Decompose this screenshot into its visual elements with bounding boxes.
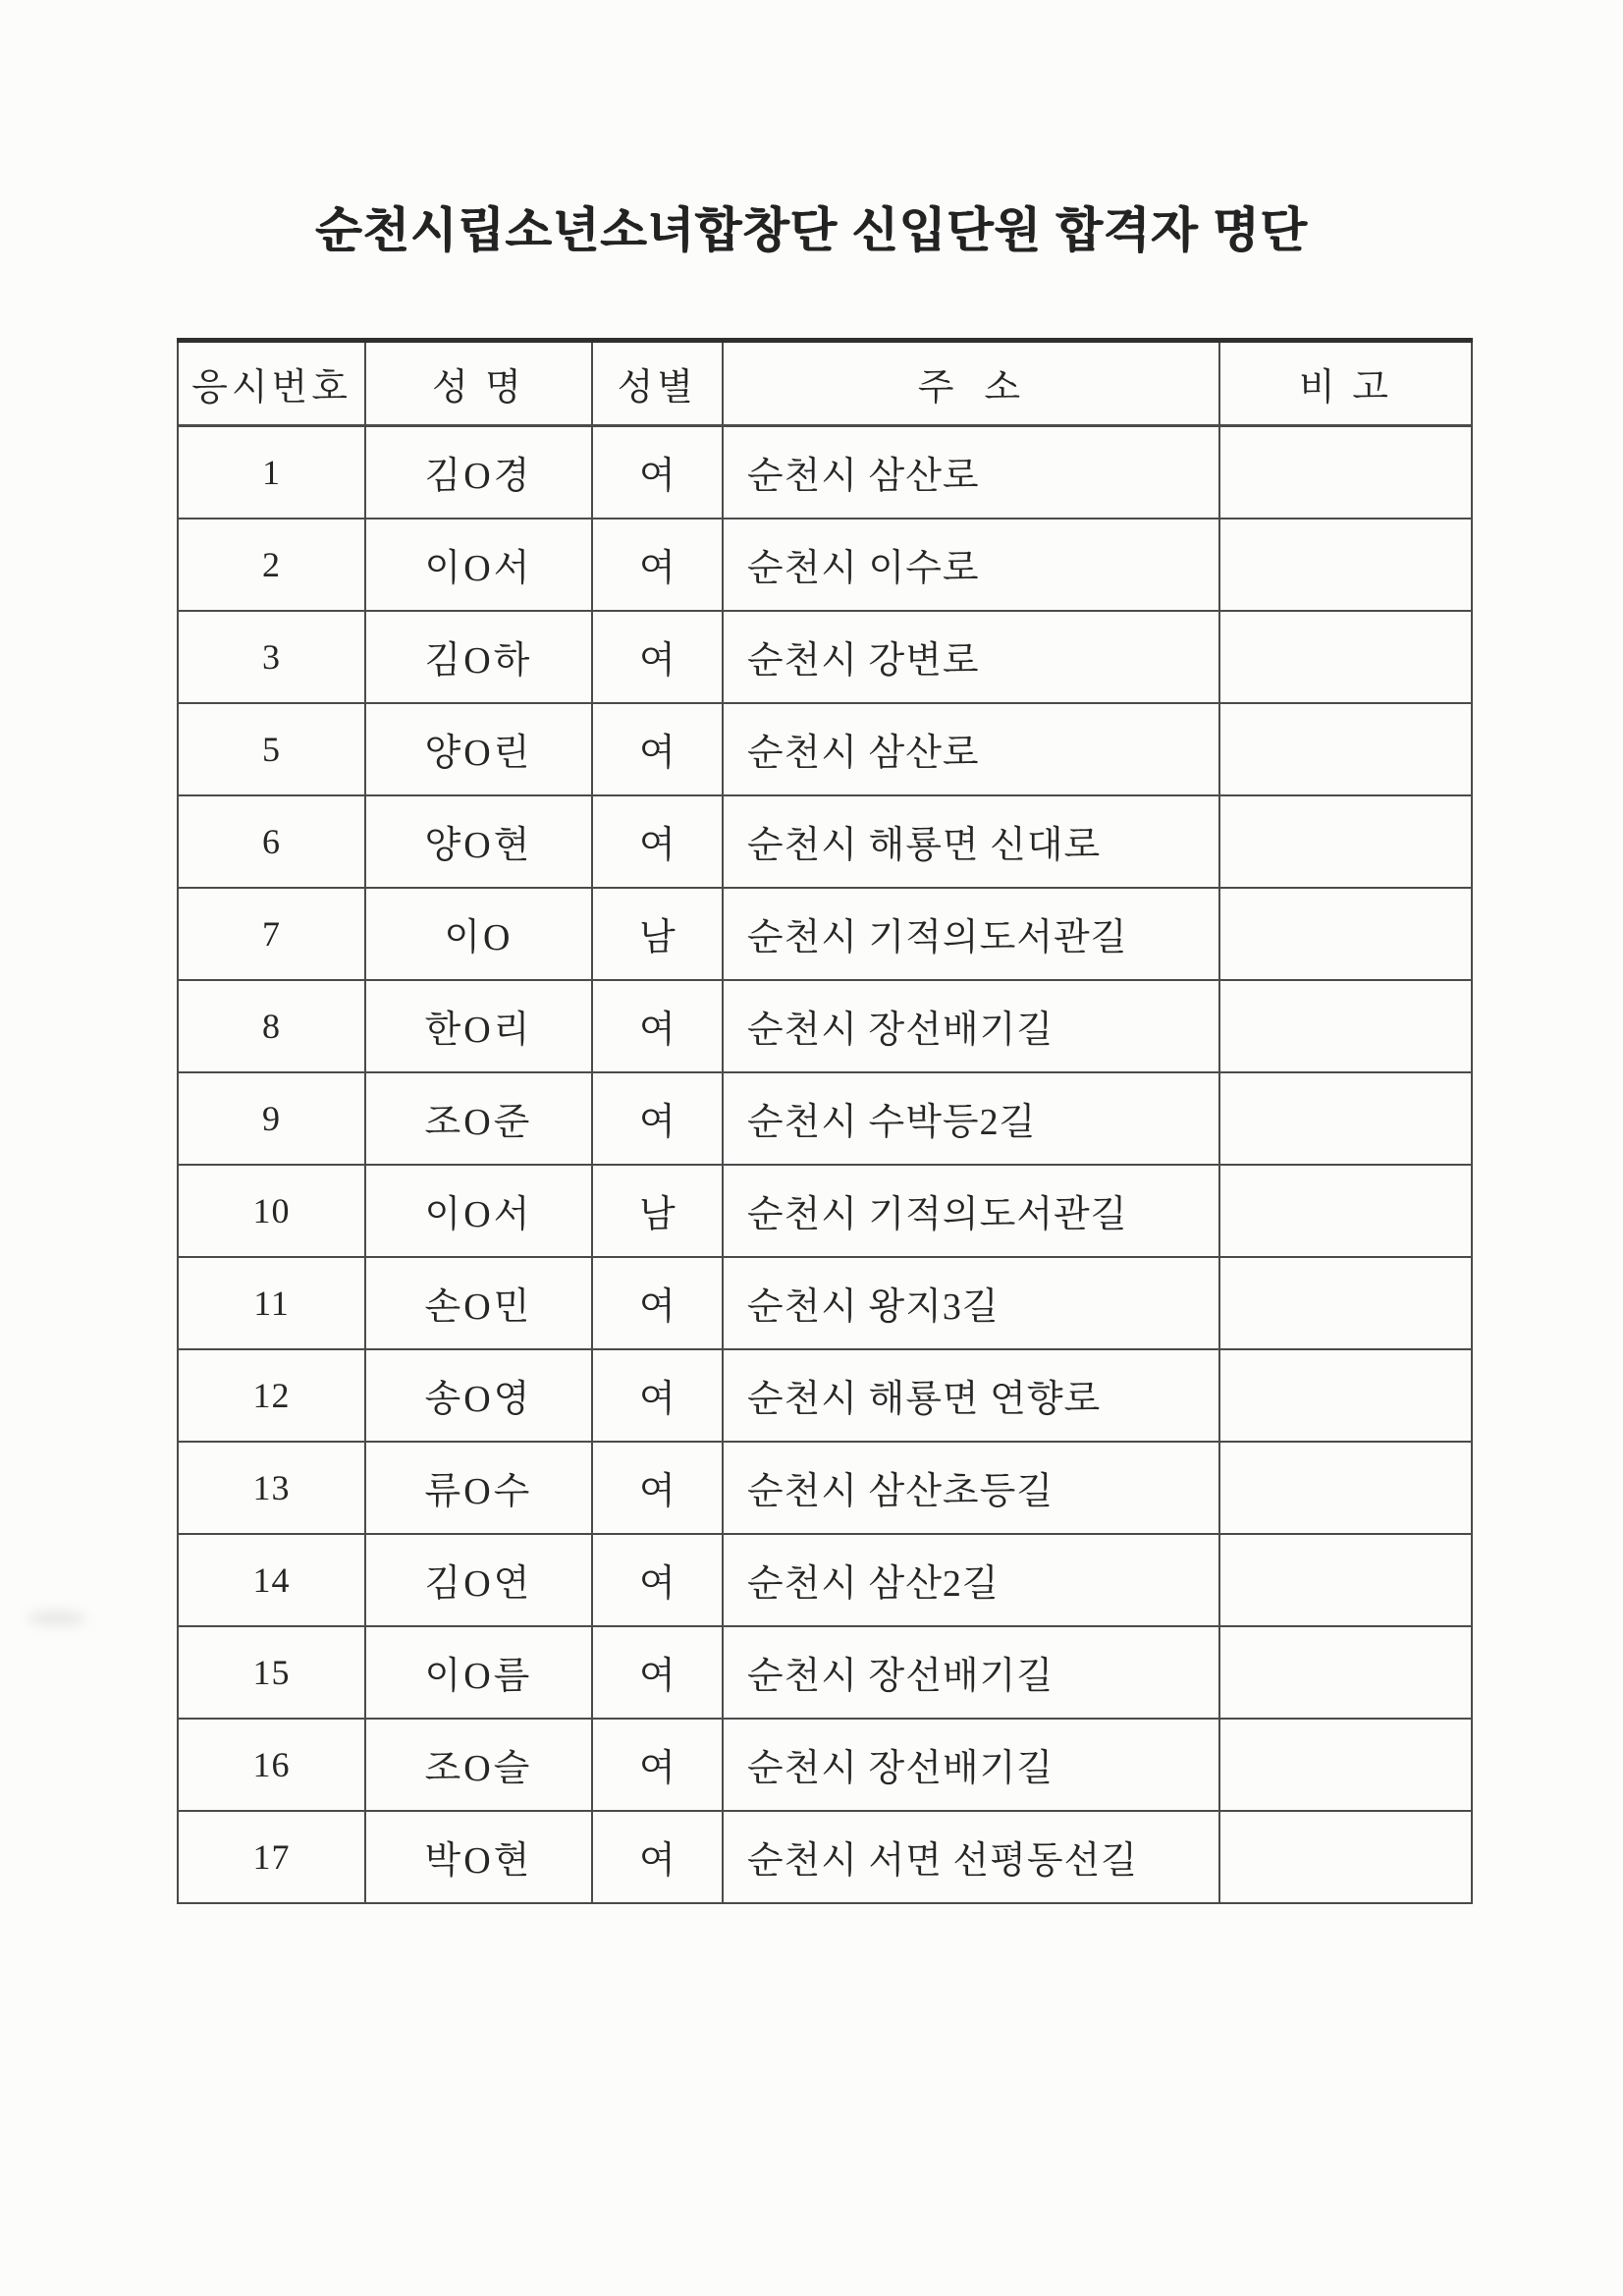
table-row	[178, 519, 1472, 611]
cell-address: 순천시 삼산로	[723, 426, 1219, 519]
cell-note	[1219, 795, 1472, 888]
cell-address: 순천시 강변로	[723, 611, 1219, 703]
table-row	[178, 1626, 1472, 1719]
column-header-address: 주 소	[723, 341, 1219, 426]
cell-gender: 여	[592, 1626, 723, 1719]
cell-address: 순천시 해룡면 연향로	[723, 1349, 1219, 1442]
scan-smudge	[27, 1611, 86, 1626]
cell-address: 순천시 이수로	[723, 519, 1219, 611]
cell-address: 순천시 기적의도서관길	[723, 1165, 1219, 1257]
cell-note	[1219, 888, 1472, 980]
cell-address: 순천시 삼산로	[723, 703, 1219, 795]
cell-applicant-no: 15	[178, 1626, 365, 1719]
cell-gender: 여	[592, 1719, 723, 1811]
cell-name: 양O현	[365, 795, 592, 888]
cell-gender: 여	[592, 703, 723, 795]
roster-body	[178, 426, 1472, 1903]
cell-applicant-no: 11	[178, 1257, 365, 1349]
table-row	[178, 1442, 1472, 1534]
table-row	[178, 795, 1472, 888]
table-row	[178, 888, 1472, 980]
cell-name: 양O린	[365, 703, 592, 795]
cell-note	[1219, 426, 1472, 519]
column-header-gender: 성별	[592, 341, 723, 426]
cell-applicant-no: 12	[178, 1349, 365, 1442]
cell-note	[1219, 1719, 1472, 1811]
cell-address: 순천시 수박등2길	[723, 1072, 1219, 1165]
cell-name: 이O서	[365, 519, 592, 611]
cell-applicant-no: 16	[178, 1719, 365, 1811]
cell-name: 송O영	[365, 1349, 592, 1442]
column-header-applicant-no: 응시번호	[178, 341, 365, 426]
cell-note	[1219, 980, 1472, 1072]
table-row	[178, 1072, 1472, 1165]
cell-note	[1219, 519, 1472, 611]
cell-note	[1219, 1257, 1472, 1349]
cell-gender: 남	[592, 888, 723, 980]
cell-applicant-no: 7	[178, 888, 365, 980]
cell-name: 한O리	[365, 980, 592, 1072]
cell-applicant-no: 6	[178, 795, 365, 888]
column-header-name: 성 명	[365, 341, 592, 426]
cell-note	[1219, 703, 1472, 795]
cell-gender: 여	[592, 1811, 723, 1903]
cell-address: 순천시 장선배기길	[723, 980, 1219, 1072]
cell-gender: 여	[592, 980, 723, 1072]
cell-name: 박O현	[365, 1811, 592, 1903]
cell-applicant-no: 17	[178, 1811, 365, 1903]
cell-address: 순천시 왕지3길	[723, 1257, 1219, 1349]
cell-applicant-no: 10	[178, 1165, 365, 1257]
cell-note	[1219, 1165, 1472, 1257]
cell-address: 순천시 해룡면 신대로	[723, 795, 1219, 888]
cell-applicant-no: 13	[178, 1442, 365, 1534]
column-header-note: 비 고	[1219, 341, 1472, 426]
cell-gender: 여	[592, 1534, 723, 1626]
cell-note	[1219, 611, 1472, 703]
cell-applicant-no: 5	[178, 703, 365, 795]
cell-gender: 여	[592, 1257, 723, 1349]
cell-note	[1219, 1534, 1472, 1626]
cell-gender: 남	[592, 1165, 723, 1257]
cell-name: 손O민	[365, 1257, 592, 1349]
cell-address: 순천시 서면 선평동선길	[723, 1811, 1219, 1903]
cell-name: 이O	[365, 888, 592, 980]
table-row	[178, 1257, 1472, 1349]
cell-note	[1219, 1349, 1472, 1442]
document-title: 순천시립소년소녀합창단 신입단원 합격자 명단	[315, 204, 1308, 257]
cell-applicant-no: 14	[178, 1534, 365, 1626]
header-row	[178, 341, 1472, 426]
cell-name: 조O준	[365, 1072, 592, 1165]
cell-applicant-no: 9	[178, 1072, 365, 1165]
table-row	[178, 1349, 1472, 1442]
cell-note	[1219, 1626, 1472, 1719]
roster-table	[177, 338, 1473, 1904]
cell-address: 순천시 장선배기길	[723, 1626, 1219, 1719]
cell-name: 이O름	[365, 1626, 592, 1719]
table-row	[178, 1165, 1472, 1257]
cell-name: 김O하	[365, 611, 592, 703]
cell-name: 조O슬	[365, 1719, 592, 1811]
table-row	[178, 703, 1472, 795]
cell-name: 김O연	[365, 1534, 592, 1626]
cell-name: 류O수	[365, 1442, 592, 1534]
cell-gender: 여	[592, 611, 723, 703]
cell-gender: 여	[592, 1349, 723, 1442]
cell-gender: 여	[592, 519, 723, 611]
cell-applicant-no: 3	[178, 611, 365, 703]
table-row	[178, 1811, 1472, 1903]
cell-gender: 여	[592, 1442, 723, 1534]
table-row	[178, 611, 1472, 703]
cell-note	[1219, 1811, 1472, 1903]
cell-name: 이O서	[365, 1165, 592, 1257]
table-row	[178, 1534, 1472, 1626]
cell-address: 순천시 삼산초등길	[723, 1442, 1219, 1534]
cell-address: 순천시 기적의도서관길	[723, 888, 1219, 980]
cell-gender: 여	[592, 795, 723, 888]
cell-applicant-no: 2	[178, 519, 365, 611]
cell-address: 순천시 삼산2길	[723, 1534, 1219, 1626]
cell-address: 순천시 장선배기길	[723, 1719, 1219, 1811]
cell-gender: 여	[592, 426, 723, 519]
cell-applicant-no: 8	[178, 980, 365, 1072]
cell-name: 김O경	[365, 426, 592, 519]
table-row	[178, 1719, 1472, 1811]
table-row	[178, 980, 1472, 1072]
cell-applicant-no: 1	[178, 426, 365, 519]
table-row	[178, 426, 1472, 519]
cell-note	[1219, 1442, 1472, 1534]
cell-gender: 여	[592, 1072, 723, 1165]
cell-note	[1219, 1072, 1472, 1165]
